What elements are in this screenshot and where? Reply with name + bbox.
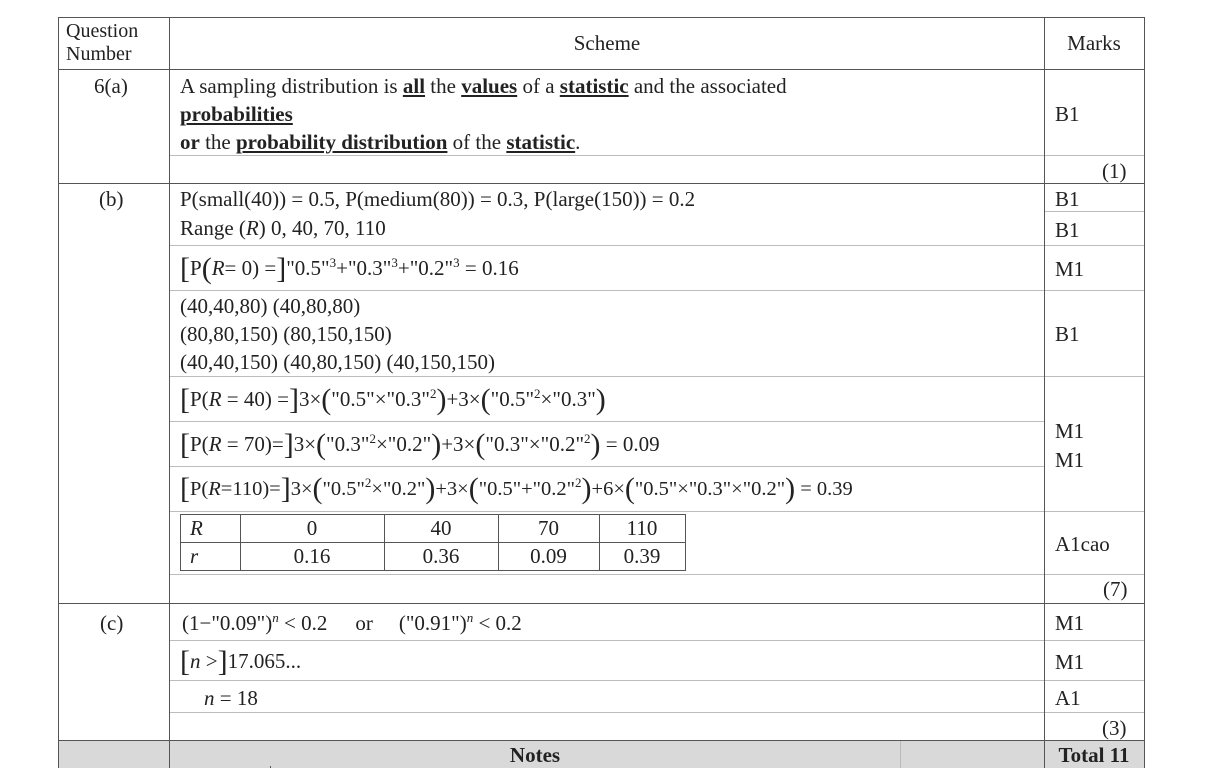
- part-b-p0-line: [P(R= 0) =]"0.5"$^3$+"0.3"$^3$+"0.2"$^3$ = 0.16: [180, 252, 519, 285]
- dist-table-vline: [685, 514, 686, 571]
- part-c-mark: A1: [1055, 686, 1081, 710]
- table-right-border: [1144, 17, 1145, 768]
- part-b-mark: B1: [1055, 187, 1080, 211]
- row-divider: [170, 640, 1144, 641]
- part-a-line-3: or the probability distribution of the statistic.: [180, 130, 581, 154]
- dist-row-label-r: r: [190, 544, 199, 568]
- part-c-mark: M1: [1055, 650, 1085, 674]
- part-a-total: (1): [1102, 159, 1127, 183]
- part-b-mark: A1cao: [1055, 532, 1110, 556]
- header-scheme: Scheme: [573, 31, 641, 55]
- part-b-mark: M1: [1055, 257, 1085, 281]
- part-b-p40-line: [P(R = 40) =]3×("0.5"×"0.3"$^2$)+3×("0.5"$^2$×"0.3"): [180, 383, 606, 416]
- dist-cell-p: 0.39: [623, 544, 661, 568]
- notes-col-divider: [900, 741, 901, 768]
- part-c-label: (c): [100, 611, 124, 635]
- part-b-mark: B1: [1055, 322, 1080, 346]
- row-divider: [170, 511, 1144, 512]
- part-b-mark: B1: [1055, 218, 1080, 242]
- dist-cell-R: 0: [306, 516, 318, 540]
- mark-divider: [1044, 211, 1144, 212]
- part-a-line-2: probabilities: [180, 102, 293, 126]
- part-b-total: (7): [1103, 577, 1128, 601]
- part-b-combo-3: (40,40,150) (40,80,150) (40,150,150): [180, 350, 495, 374]
- row-divider: [170, 680, 1144, 681]
- part-c-inequality-2: [n >]17.065...: [180, 645, 302, 678]
- part-b-mark: M1: [1055, 448, 1085, 472]
- dist-cell-R: 110: [626, 516, 658, 540]
- question-col-divider: [169, 17, 170, 768]
- part-b-combo-1: (40,40,80) (40,80,80): [180, 294, 361, 318]
- part-c-total: (3): [1102, 716, 1127, 740]
- part-a-mark: B1: [1055, 102, 1080, 126]
- dist-cell-R: 40: [430, 516, 452, 540]
- part-a-line-1: A sampling distribution is all the values of a statistic and the associated: [180, 74, 787, 98]
- part-b-p110-line: [P(R=110)=]3×("0.5"$^2$×"0.2")+3×("0.5"+"0.2"$^2$)+6×("0.5"×"0.3"×"0.2") = 0.39: [180, 472, 853, 505]
- dist-row-label-R: R: [190, 516, 203, 540]
- distribution-table: [180, 514, 685, 571]
- part-b-probabilities: P(small(40)) = 0.5, P(medium(80)) = 0.3, P(large(150)) = 0.2: [180, 187, 696, 211]
- table-left-border: [58, 17, 59, 768]
- dist-cell-p: 0.16: [293, 544, 331, 568]
- total-marks: Total 11: [1058, 743, 1130, 767]
- part-c-inequality-1: (1−"0.09")$^n$ < 0.2 or ("0.91")$^n$ < 0.2: [182, 610, 522, 635]
- part-b-mark: M1: [1055, 419, 1085, 443]
- part-a-sub-divider: [170, 155, 1144, 156]
- dist-cell-p: 0.09: [530, 544, 567, 568]
- row-divider: [170, 574, 1144, 575]
- part-b-p70-line: [P(R = 70)=]3×("0.3"$^2$×"0.2")+3×("0.3"×"0.2"$^2$) = 0.09: [180, 428, 660, 461]
- header-question-number: Question Number: [66, 20, 139, 65]
- part-b-range: Range (R) 0, 40, 70, 110: [180, 216, 386, 240]
- part-b-label: (b): [99, 187, 124, 211]
- part-c-mark: M1: [1055, 611, 1085, 635]
- notes-label: Notes: [509, 743, 561, 767]
- row-divider: [170, 421, 1044, 422]
- row-divider: [170, 245, 1144, 246]
- row-divider: [170, 466, 1044, 467]
- part-a-label: 6(a): [94, 74, 128, 98]
- part-c-answer: n = 18: [204, 686, 258, 710]
- row-divider: [170, 712, 1144, 713]
- table-top-border: [58, 17, 1144, 18]
- part-b-bottom-border: [58, 603, 1144, 604]
- part-b-combo-2: (80,80,150) (80,150,150): [180, 322, 392, 346]
- row-divider: [170, 376, 1144, 377]
- dist-cell-R: 70: [538, 516, 559, 540]
- header-bottom-border: [58, 69, 1144, 70]
- dist-cell-p: 0.36: [422, 544, 460, 568]
- part-a-bottom-border: [58, 183, 1144, 184]
- dist-table-bottom: [180, 570, 685, 571]
- header-marks: Marks: [1067, 31, 1121, 55]
- marks-col-divider: [1044, 17, 1045, 768]
- row-divider: [170, 290, 1144, 291]
